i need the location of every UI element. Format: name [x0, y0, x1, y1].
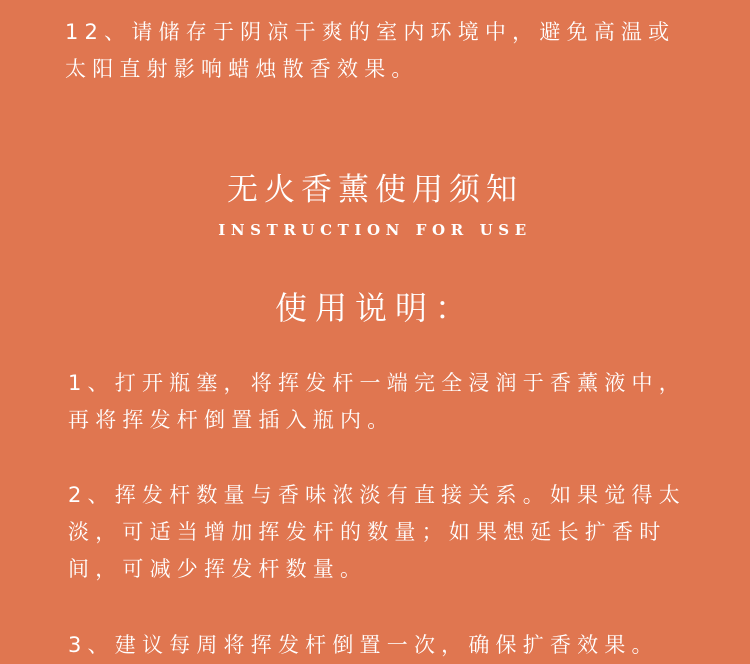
section-title: 无火香薰使用须知	[227, 172, 523, 208]
step-1-line2: 再将挥发杆倒置插入瓶内。	[68, 408, 395, 432]
step-2-line3: 间，可减少挥发杆数量。	[68, 557, 368, 581]
step-2-line2: 淡，可适当增加挥发杆的数量；如果想延长扩香时	[68, 520, 667, 544]
step-3-partial: 3、建议每周将挥发杆倒置一次，确保扩香效果。	[68, 633, 659, 657]
step-1	[68, 365, 718, 439]
step-1-line1: 1、打开瓶塞，将挥发杆一端完全浸润于香薰液中，	[68, 371, 686, 395]
usage-subtitle: 使用说明：	[274, 289, 475, 327]
notice-12-line1: 12、请储存于阴凉干爽的室内环境中，避免高温或	[65, 20, 676, 44]
section-title-english: INSTRUCTION FOR USE	[218, 221, 532, 239]
notice-12-line2: 太阳直射影响蜡烛散香效果。	[65, 57, 419, 81]
step-2-line1: 2、挥发杆数量与香味浓淡有直接关系。如果觉得太	[68, 483, 686, 507]
notice-12	[65, 14, 715, 88]
step-2	[68, 477, 718, 588]
